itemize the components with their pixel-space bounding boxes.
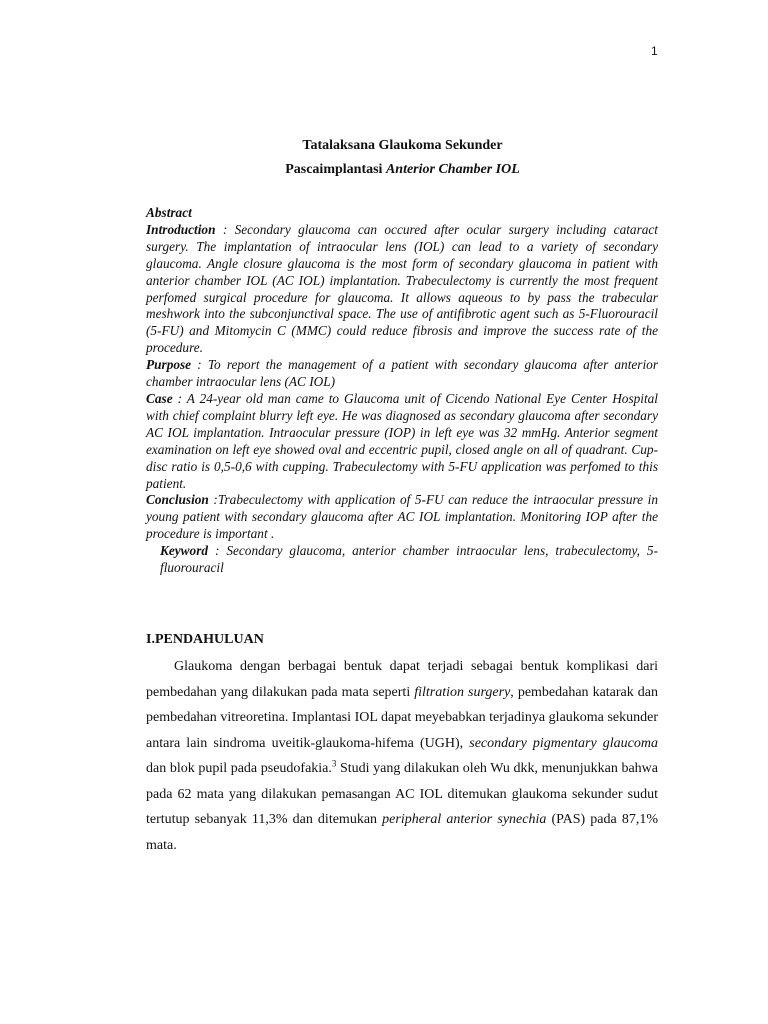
intro-text-2: , pembedahan katarak dan pembedahan vitreoretina. Implantasi IOL dapat meyebabkan terjadinya glaukoma sekunder antara lain sindroma uveitik-glaukoma-hifema (UGH), [146,684,659,751]
intro-text-5: (PAS) pada 87,1% mata. [146,812,659,853]
conclusion-label: Conclusion [146,492,209,508]
intro-text-4: Studi yang dilakukan oleh Wu dkk, menunjukkan bahwa pada 62 mata yang dilakukan pemasangan AC IOL ditemukan glaukoma sekunder sudut tertutup sebanyak 11,3% dan ditemukan [146,761,658,827]
case-text: : A 24-year old man came to Glaucoma unit of Cicendo National Eye Center Hospital with chief complaint blurry left eye. He was diagnosed as secondary glaucoma after secondary AC IOL implantation. Intraocular pressure (IOP) in left eye was 32 mmHg. Anterior segment examination on left eye showed oval and eccentric pupil, closed angle on all of quadrant. Cup-disc ratio is 0,5-0,6 with cupping. Trabeculectomy with 5-FU application was perfomed to this patient. [146,390,658,491]
abstract-conclusion [146,492,658,543]
introduction-text: : Secondary glaucoma can occured after ocular surgery including cataract surgery. The implantation of intraocular lens (IOL) can lead to a variety of secondary glaucoma. Angle closure glaucoma is the most form of secondary glaucoma in patient with anterior chamber IOL (AC IOL) implantation. Trabeculectomy is currently the most frequent perfomed surgical procedure for glaucoma. It allows aqueous to by pass the trabecular meshwork into the subconjunctival space. The use of antifibrotic agent such as 5-Fluorouracil (5-FU) and Mitomycin C (MMC) could reduce fibrosis and improve the success rate of the procedure. [146,221,658,356]
case-label: Case [146,390,173,406]
abstract-keyword [146,543,658,577]
subtitle-italic: Anterior Chamber IOL [385,162,520,177]
intro-italic-2: secondary pigmentary glaucoma [469,735,658,751]
intro-italic-3: peripheral anterior synechia [382,812,547,827]
intro-italic-1: filtration surgery [414,684,511,700]
intro-text-1: Glaukoma dengan berbagai bentuk dapat terjadi sebagai bentuk komplikasi dari pembedahan yang dilakukan pada mata seperti [146,659,658,700]
reference-marker: 3 [331,758,337,769]
abstract [146,205,658,577]
paper-subtitle [0,162,768,178]
introduction-label: Introduction [146,221,216,237]
keyword-label: Keyword [160,543,209,559]
conclusion-text: :Trabeculectomy with application of 5-FU can reduce the intraocular pressure in young patient with secondary glaucoma after AC IOL implantation. Monitoring IOP after the procedure is important . [146,492,658,542]
paper-title: Tatalaksana Glaukoma Sekunder [302,138,503,153]
abstract-introduction [146,222,658,357]
page-number: 1 [651,44,658,58]
intro-paragraph [146,654,658,858]
abstract-heading: Abstract [146,205,192,220]
keyword-text: : Secondary glaucoma, anterior chamber intraocular lens, trabeculectomy, 5-fluorouracil [160,543,658,576]
purpose-text: : To report the management of a patient with secondary glaucoma after anterior chamber intraocular lens (AC IOL) [146,357,658,390]
intro-text-3: dan blok pupil pada pseudofakia. [146,761,332,776]
section-heading: I.PENDAHULUAN [146,632,264,647]
purpose-label: Purpose [146,357,192,373]
subtitle-prefix: Pascaimplantasi [285,162,386,177]
abstract-purpose [146,357,658,391]
abstract-case [146,391,658,492]
